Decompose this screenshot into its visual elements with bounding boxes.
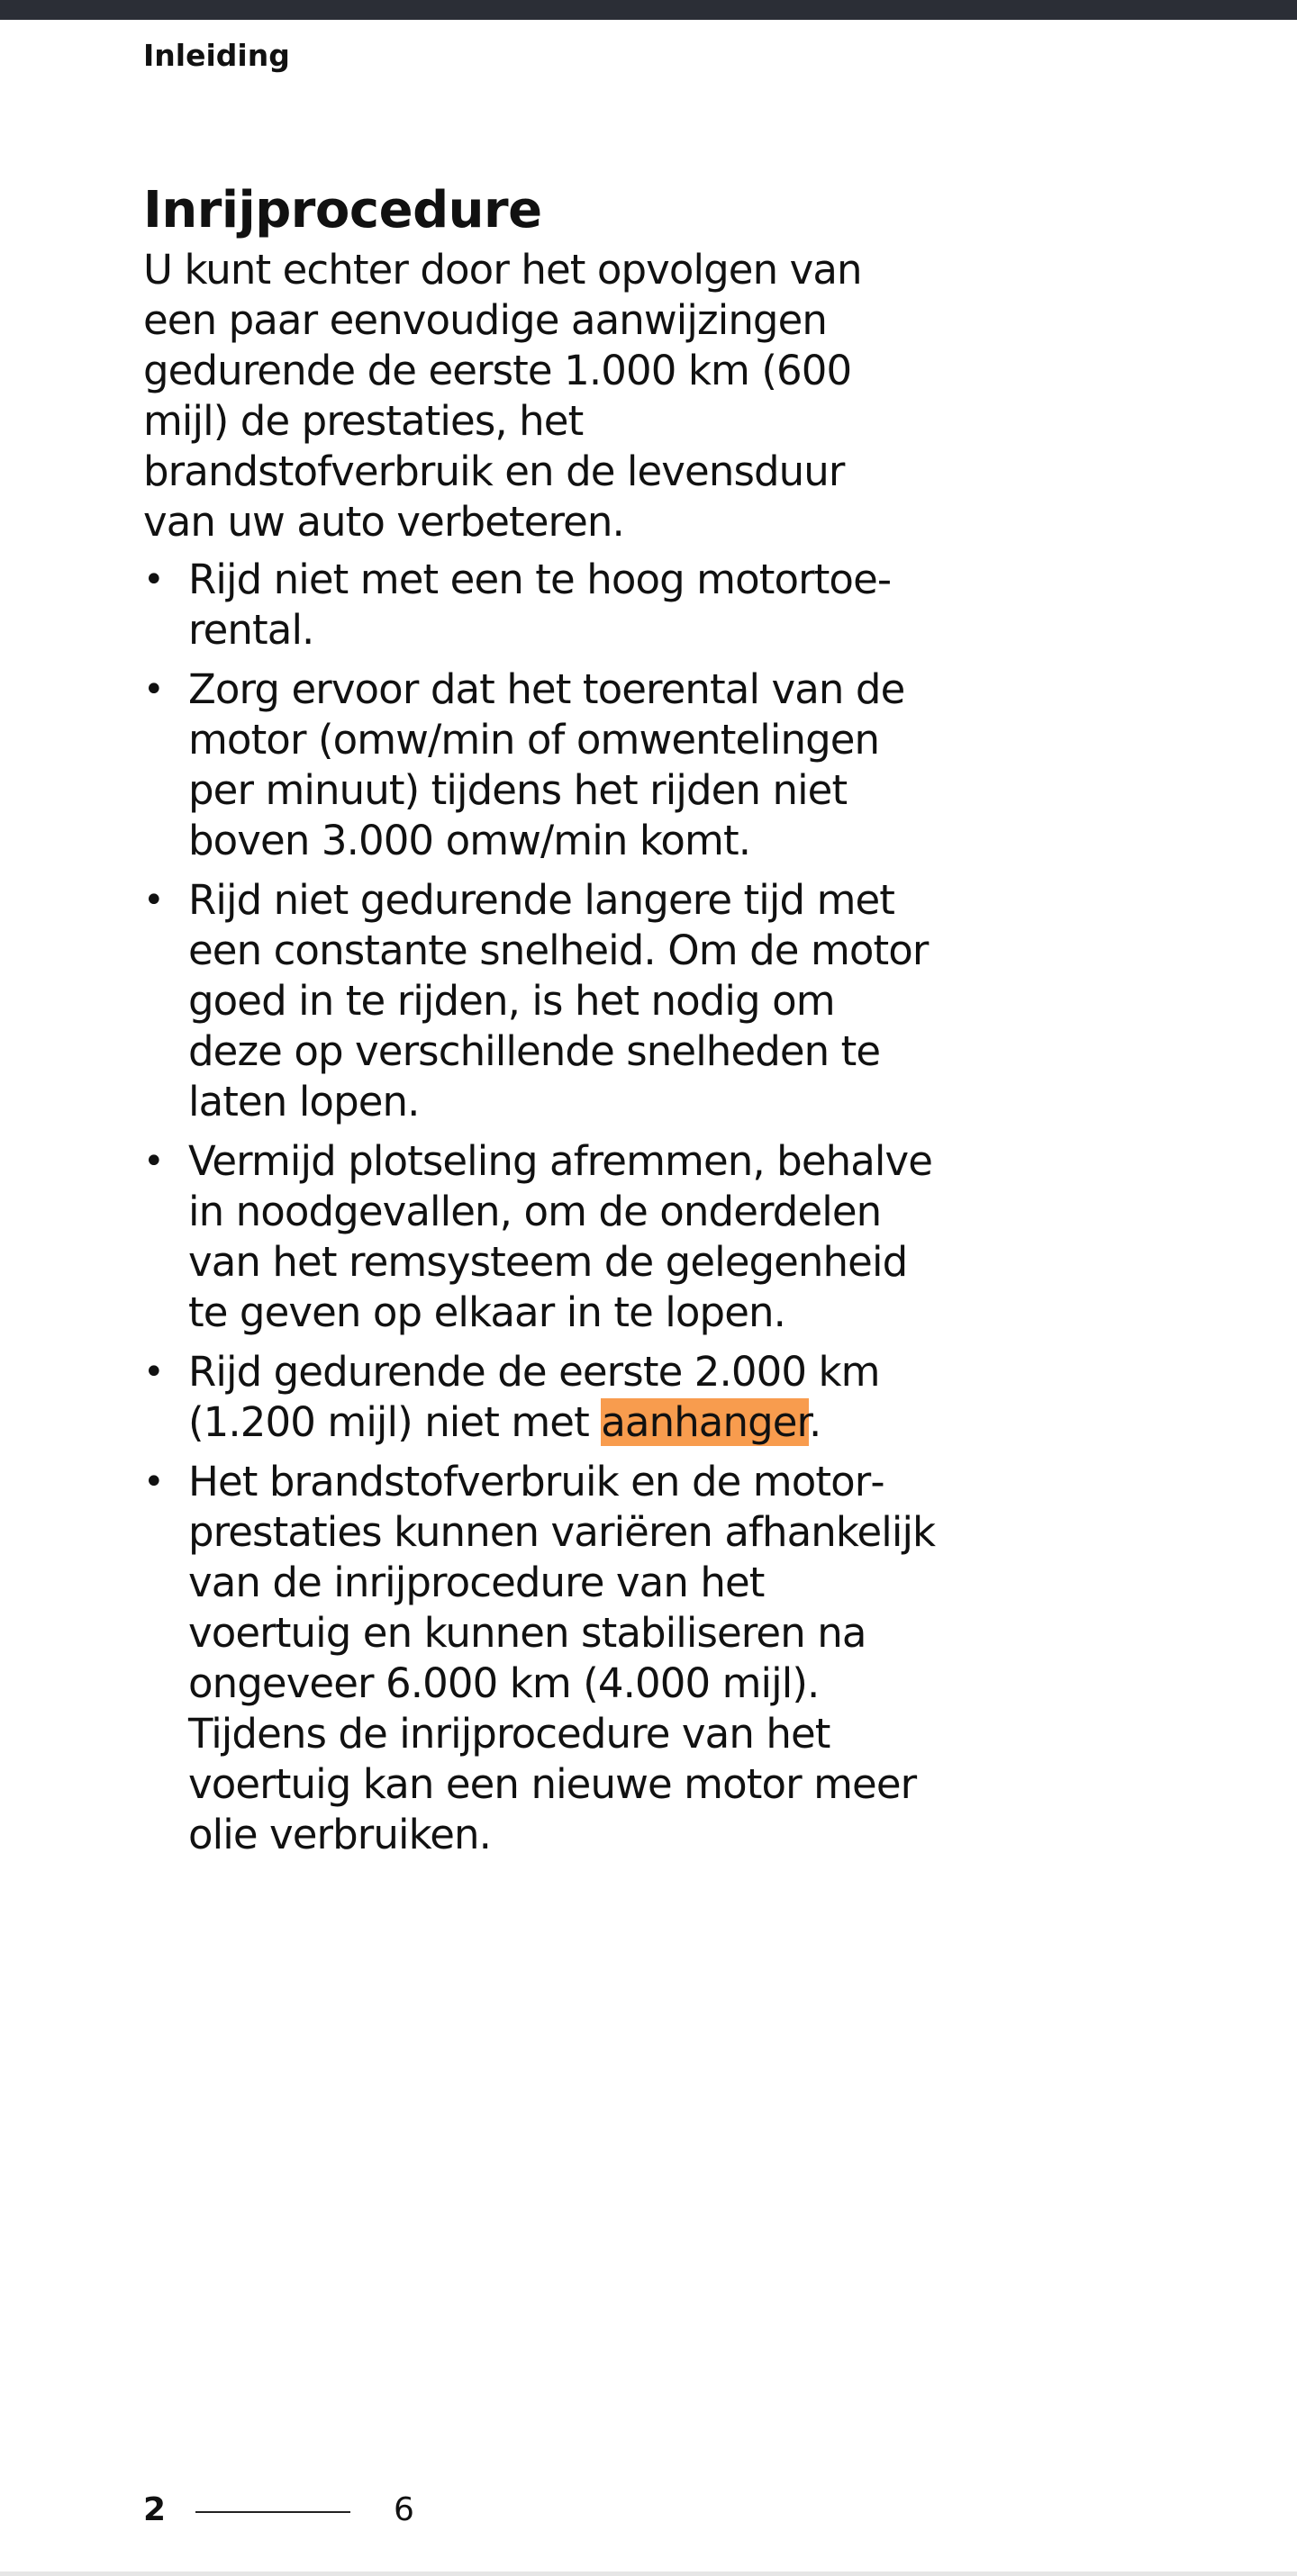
main-content (143, 176, 936, 1869)
bullet-list (143, 555, 936, 1860)
page-heading: Inrijprocedure (143, 181, 542, 240)
page-divider-line (195, 2511, 350, 2513)
bottom-edge (0, 2571, 1297, 2576)
bullet-dot: • (143, 669, 164, 710)
bullet-dot: • (143, 1351, 164, 1393)
current-page-number: 2 (143, 2491, 167, 2528)
intro-paragraph: U kunt echter door het opvolgen van een paar eenvoudige aanwijzingen gedurende de eerste 1.000 km (600 mijl) de prestaties, het brandstofverbruik en de levensduur van uw auto verbeteren. (143, 246, 862, 546)
list-item-text: Rijd niet met een te hoog motortoerental. (188, 556, 893, 654)
list-item (143, 1136, 936, 1338)
list-item (143, 555, 936, 655)
list-item-text-before: Rijd gedurende de eerste 2.000 km (1.200 mijl) niet met (188, 1348, 880, 1446)
total-page-count: 6 (394, 2491, 414, 2528)
list-item (143, 1457, 936, 1860)
list-item-text: Het brandstofverbruik en de motorprestaties kunnen variëren afhankelijk van de inrijprocedure van het voertuig en kunnen stabiliseren na ongeveer 6.000 km (4.000 mijl). Tijdens de inrijprocedure van het voertuig kan een nieuwe motor meer olie verbruiken. (188, 1458, 936, 1858)
bullet-dot: • (143, 1141, 164, 1182)
list-item (143, 875, 936, 1127)
top-status-bar (0, 0, 1297, 20)
list-item (143, 1347, 936, 1448)
list-item-text-after: . (809, 1398, 821, 1446)
list-item-text: Zorg ervoor dat het toerental van de motor (omw/min of omwentelingen per minuut) tijdens het rijden niet boven 3.000 omw/min komt. (188, 665, 905, 864)
bullet-dot: • (143, 1461, 164, 1503)
section-label: Inleiding (143, 38, 290, 73)
list-item-text: Rijd niet gedurende langere tijd met een constante snelheid. Om de motor goed in te rijden, is het nodig om deze op verschillende snelheden te laten lopen. (188, 876, 929, 1125)
bullet-dot: • (143, 880, 164, 921)
list-item (143, 664, 936, 866)
bullet-dot: • (143, 559, 164, 601)
search-highlight[interactable]: aanhanger (601, 1398, 810, 1446)
list-item-text (188, 1348, 880, 1446)
list-item-text: Vermijd plotseling afremmen, behalve in noodgevallen, om de onderdelen van het remsysteem de gelegenheid te geven op elkaar in te lopen. (188, 1137, 933, 1336)
